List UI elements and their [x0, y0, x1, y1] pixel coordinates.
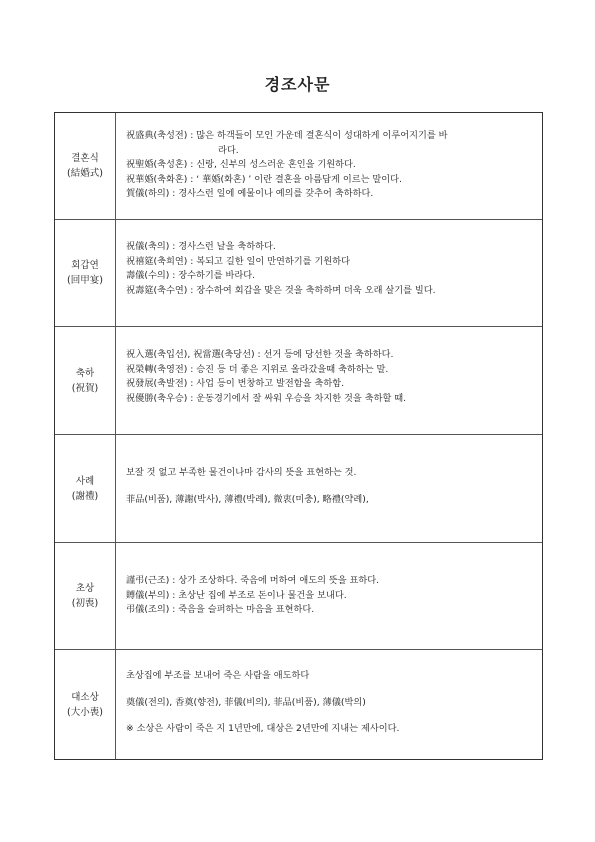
content-line: 초상집에 부조를 보내어 죽은 사람을 애도하다: [126, 670, 310, 681]
label-hanja: (謝禮): [71, 490, 99, 502]
content-line: 보잘 것 없고 부족한 물건이나마 감사의 뜻을 표현하는 것.: [126, 467, 357, 478]
row-content: [116, 327, 542, 434]
content-line: 祝禧筵(축희연) : 복되고 길한 일이 만연하기를 기원하다: [126, 255, 350, 267]
page-title: 경조사문: [264, 75, 331, 94]
row-content: [116, 650, 542, 759]
content-line: 壽儀(수의) : 장수하기를 바라다.: [126, 270, 256, 281]
content-line: 라다.: [218, 144, 239, 156]
label-hanja: (初喪): [71, 598, 99, 609]
row-label: [55, 113, 116, 219]
content-line: 祝入選(축입선), 祝當選(축당선) : 선거 등에 당선한 것을 축하하다.: [126, 349, 394, 360]
row-content: [116, 543, 542, 649]
table-row-funeral: [55, 543, 542, 650]
row-label: [55, 327, 116, 434]
table-row-wedding: [55, 113, 542, 220]
row-label: [55, 650, 116, 759]
content-line: 賻儀(부의) : 초상난 집에 부조로 돈이나 물건을 보내다.: [126, 589, 347, 601]
content-line: 祝儀(축의) : 경사스런 날을 축하하다.: [126, 241, 276, 252]
row-content: [116, 435, 542, 542]
row-label: [55, 543, 116, 649]
content-line: 賀儀(하의) : 경사스런 일에 예물이나 예의를 갖추어 축하하다.: [126, 188, 374, 199]
label-korean: 사례: [75, 475, 95, 487]
condolence-table: [54, 112, 543, 760]
content-line: 祝華婚(축화혼) : ‘ 華婚(화혼) ’ 이란 결혼을 아름답게 이르는 말이다.: [126, 173, 402, 185]
content-line: 祝盛典(축성전) : 많은 하객들이 모인 가운데 결혼식이 성대하게 이루어지기를 바: [126, 130, 448, 141]
content-line: 謹弔(근조) : 상가 조상하다. 죽음에 머하여 애도의 뜻을 표하다.: [126, 575, 380, 586]
label-korean: 결혼식: [71, 153, 99, 164]
label-korean: 초상: [75, 583, 95, 594]
table-row-birthday: [55, 220, 542, 327]
label-korean: 축하: [75, 367, 95, 379]
content-line: 祝聖婚(축성혼) : 신랑, 신부의 성스러운 혼인을 기원하다.: [126, 159, 356, 170]
content-line: 祝壽筵(축수연) : 장수하여 회갑을 맞은 것을 축하하며 더욱 오래 살기를 빌다.: [126, 284, 436, 296]
content-line: 菲品(비품), 薄謝(박사), 薄禮(박례), 微衷(미충), 略禮(약례),: [126, 493, 369, 505]
table-row-congratulation: [55, 327, 542, 435]
row-label: [55, 220, 116, 326]
row-content: [116, 220, 542, 326]
label-hanja: (回甲宴): [67, 275, 103, 286]
content-line: 弔儀(조의) : 죽음을 슬퍼하는 마음을 표현하다.: [126, 604, 315, 615]
table-row-thanks: [55, 435, 542, 543]
label-korean: 대소상: [71, 691, 99, 703]
content-line: 祝發展(축발전) : 사업 등이 번창하고 발전함을 축하함.: [126, 378, 345, 389]
label-hanja: (結婚式): [67, 168, 103, 179]
label-hanja: (大小喪): [67, 706, 103, 718]
label-korean: 회갑연: [71, 260, 99, 271]
content-line: 奠儀(전의), 香奠(향전), 菲儀(비의), 菲品(비품), 薄儀(박의): [126, 696, 366, 708]
row-content: [116, 113, 542, 219]
label-hanja: (祝賀): [71, 382, 99, 394]
content-line: 祝榮轉(축영전) : 승진 등 더 좋은 지위로 올라갔을때 축하하는 말.: [126, 363, 389, 375]
table-row-memorial: [55, 650, 542, 759]
content-line: 祝優勝(축우승) : 운동경기에서 잘 싸워 우승을 차지한 것을 축하할 때.: [126, 392, 407, 404]
content-line: ※ 소상은 사람이 죽은 지 1년만에, 대상은 2년만에 지내는 제사이다.: [126, 723, 400, 734]
row-label: [55, 435, 116, 542]
